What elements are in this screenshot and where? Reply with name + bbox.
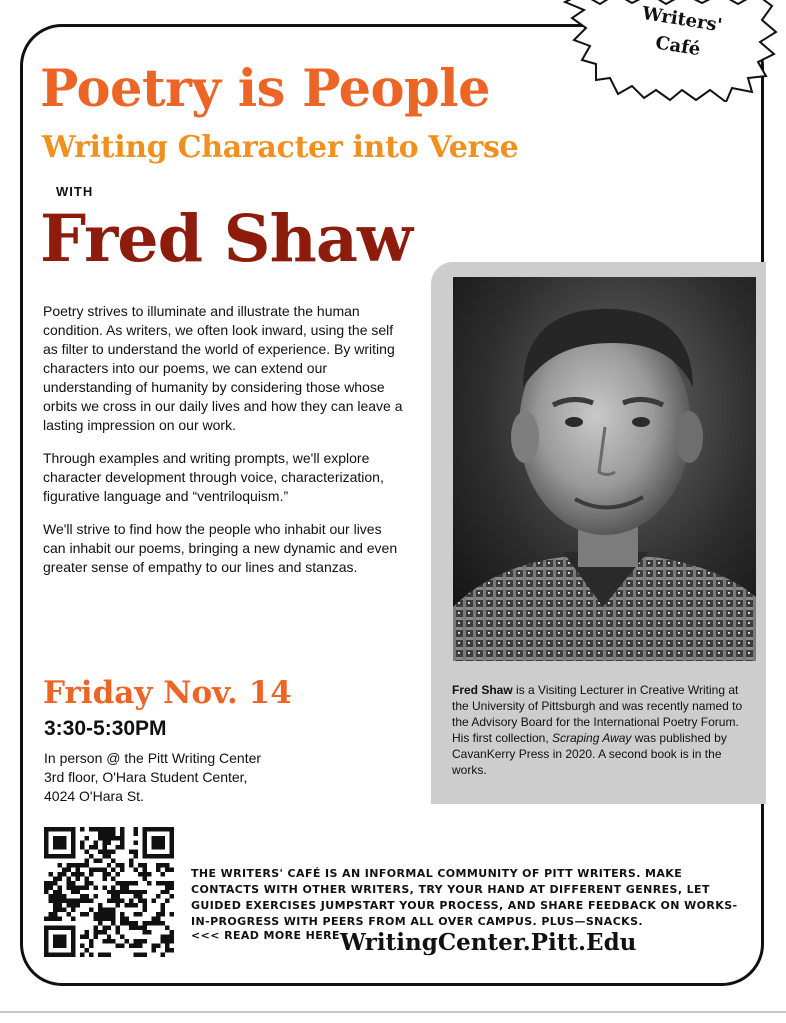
- event-subtitle: Writing Character into Verse: [42, 130, 519, 165]
- writers-cafe-description: THE WRITERS' CAFÉ IS AN INFORMAL COMMUNITY OF PITT WRITERS. MAKE CONTACTS WITH OTHER WRITERS, TRY YOUR HAND AT DIFFERENT GENRES, LET GUIDED EXERCISES JUMPSTART YOUR PROCESS, AND SHARE FEEDBACK ON WORKS-IN-PROGRESS WITH PEERS FROM ALL OVER CAMPUS. PLUS—SNACKS.: [191, 867, 738, 928]
- description-paragraph: We'll strive to find how the people who inhabit our lives can inhabit our poems, bringing a new dynamic and even greater sense of empathy to our lines and stanzas.: [43, 521, 398, 575]
- bio-book-title: Scraping Away: [552, 731, 632, 745]
- event-title: Poetry is People: [40, 59, 491, 119]
- speaker-bio: [452, 682, 752, 778]
- qr-code[interactable]: [44, 827, 174, 957]
- venue-line: 3rd floor, O'Hara Student Center,: [44, 769, 248, 785]
- event-description: [43, 302, 403, 591]
- website-link[interactable]: WritingCenter.Pitt.Edu: [340, 929, 637, 956]
- bio-text-end: was published by CavanKerry Press in 2020. A second book is in the works.: [452, 731, 727, 777]
- event-time: 3:30-5:30PM: [44, 717, 167, 740]
- writers-cafe-badge: [560, 0, 782, 102]
- venue-line: In person @ the Pitt Writing Center: [44, 750, 262, 766]
- bio-text: is a Visiting Lecturer in Creative Writing at the University of Pittsburgh and was recently named to the Advisory Board for the International Poetry Forum. His first collection,: [452, 683, 743, 745]
- event-venue: [44, 749, 384, 806]
- description-paragraph: Poetry strives to illuminate and illustrate the human condition. As writers, we often look inward, using the self as filter to understand the world of experience. By writing characters into our poems, we can extend our understanding of humanity by considering those whose orbits we cross in our daily lives and how they can leave a lasting impression on our work.: [43, 303, 403, 433]
- speaker-name: Fred Shaw: [40, 201, 412, 277]
- description-paragraph: Through examples and writing prompts, we'll explore character development through voice, characterization, figurative language and “ventriloquism.”: [43, 450, 384, 504]
- badge-line-2: Café: [653, 32, 702, 61]
- badge-line-1: Writers': [640, 2, 724, 37]
- event-date: Friday Nov. 14: [43, 675, 292, 711]
- speaker-portrait-photo: [453, 277, 756, 661]
- page-bottom-divider: [0, 1011, 786, 1013]
- read-more-link[interactable]: <<< READ MORE HERE: [191, 929, 340, 942]
- bio-speaker-name: Fred Shaw: [452, 683, 513, 697]
- with-label: WITH: [56, 184, 94, 199]
- venue-line: 4024 O'Hara St.: [44, 788, 144, 804]
